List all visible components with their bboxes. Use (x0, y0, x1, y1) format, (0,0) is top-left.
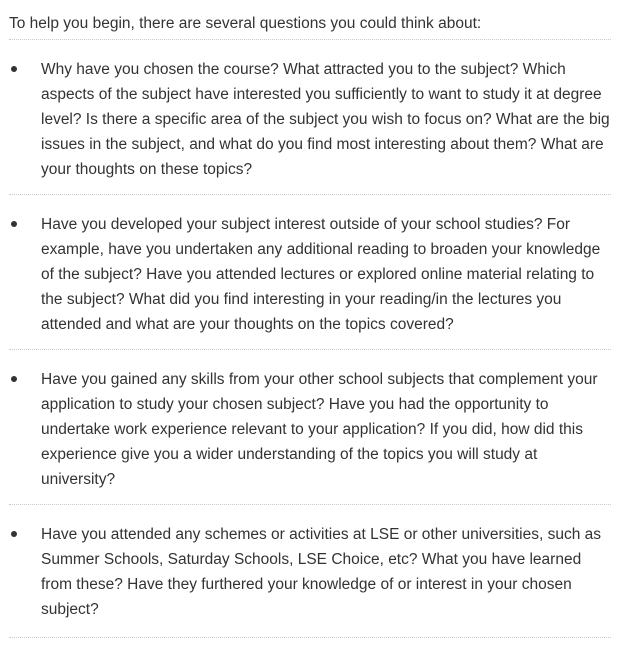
list-item-text: Have you gained any skills from your other school subjects that complement your application to study your chosen subject? Have you had the opportunity to undertake work experience relevant to your application? If you did, how did this experience give you a wider understanding of the topics you will study at university? (41, 371, 598, 488)
bullet-icon (11, 531, 17, 537)
list-item (9, 350, 611, 505)
list-item (9, 195, 611, 350)
list-item (9, 505, 611, 638)
intro-paragraph: To help you begin, there are several questions you could think about: (9, 0, 611, 40)
list-item-text: Why have you chosen the course? What attracted you to the subject? Which aspects of the subject have interested you sufficiently to want to study it at degree level? Is there a specific area of the subject you wish to focus on? What are the big issues in the subject, and what do you find most interesting about them? What are your thoughts on these topics? (41, 61, 610, 178)
question-list (9, 40, 611, 638)
list-item (9, 40, 611, 195)
bullet-icon (11, 376, 17, 382)
list-item-text: Have you attended any schemes or activities at LSE or other universities, such as Summer Schools, Saturday Schools, LSE Choice, etc? What you have learned from these? Have they furthered your knowledge of or interest in your chosen subject? (41, 526, 602, 618)
list-item-text: Have you developed your subject interest outside of your school studies? For example, have you undertaken any additional reading to broaden your knowledge of the subject? Have you attended lectures or explored online material relating to the subject? What did you find interesting in your reading/in the lectures you attended and what are your thoughts on the topics covered? (41, 216, 601, 333)
bullet-icon (11, 221, 17, 227)
bullet-icon (11, 66, 17, 72)
